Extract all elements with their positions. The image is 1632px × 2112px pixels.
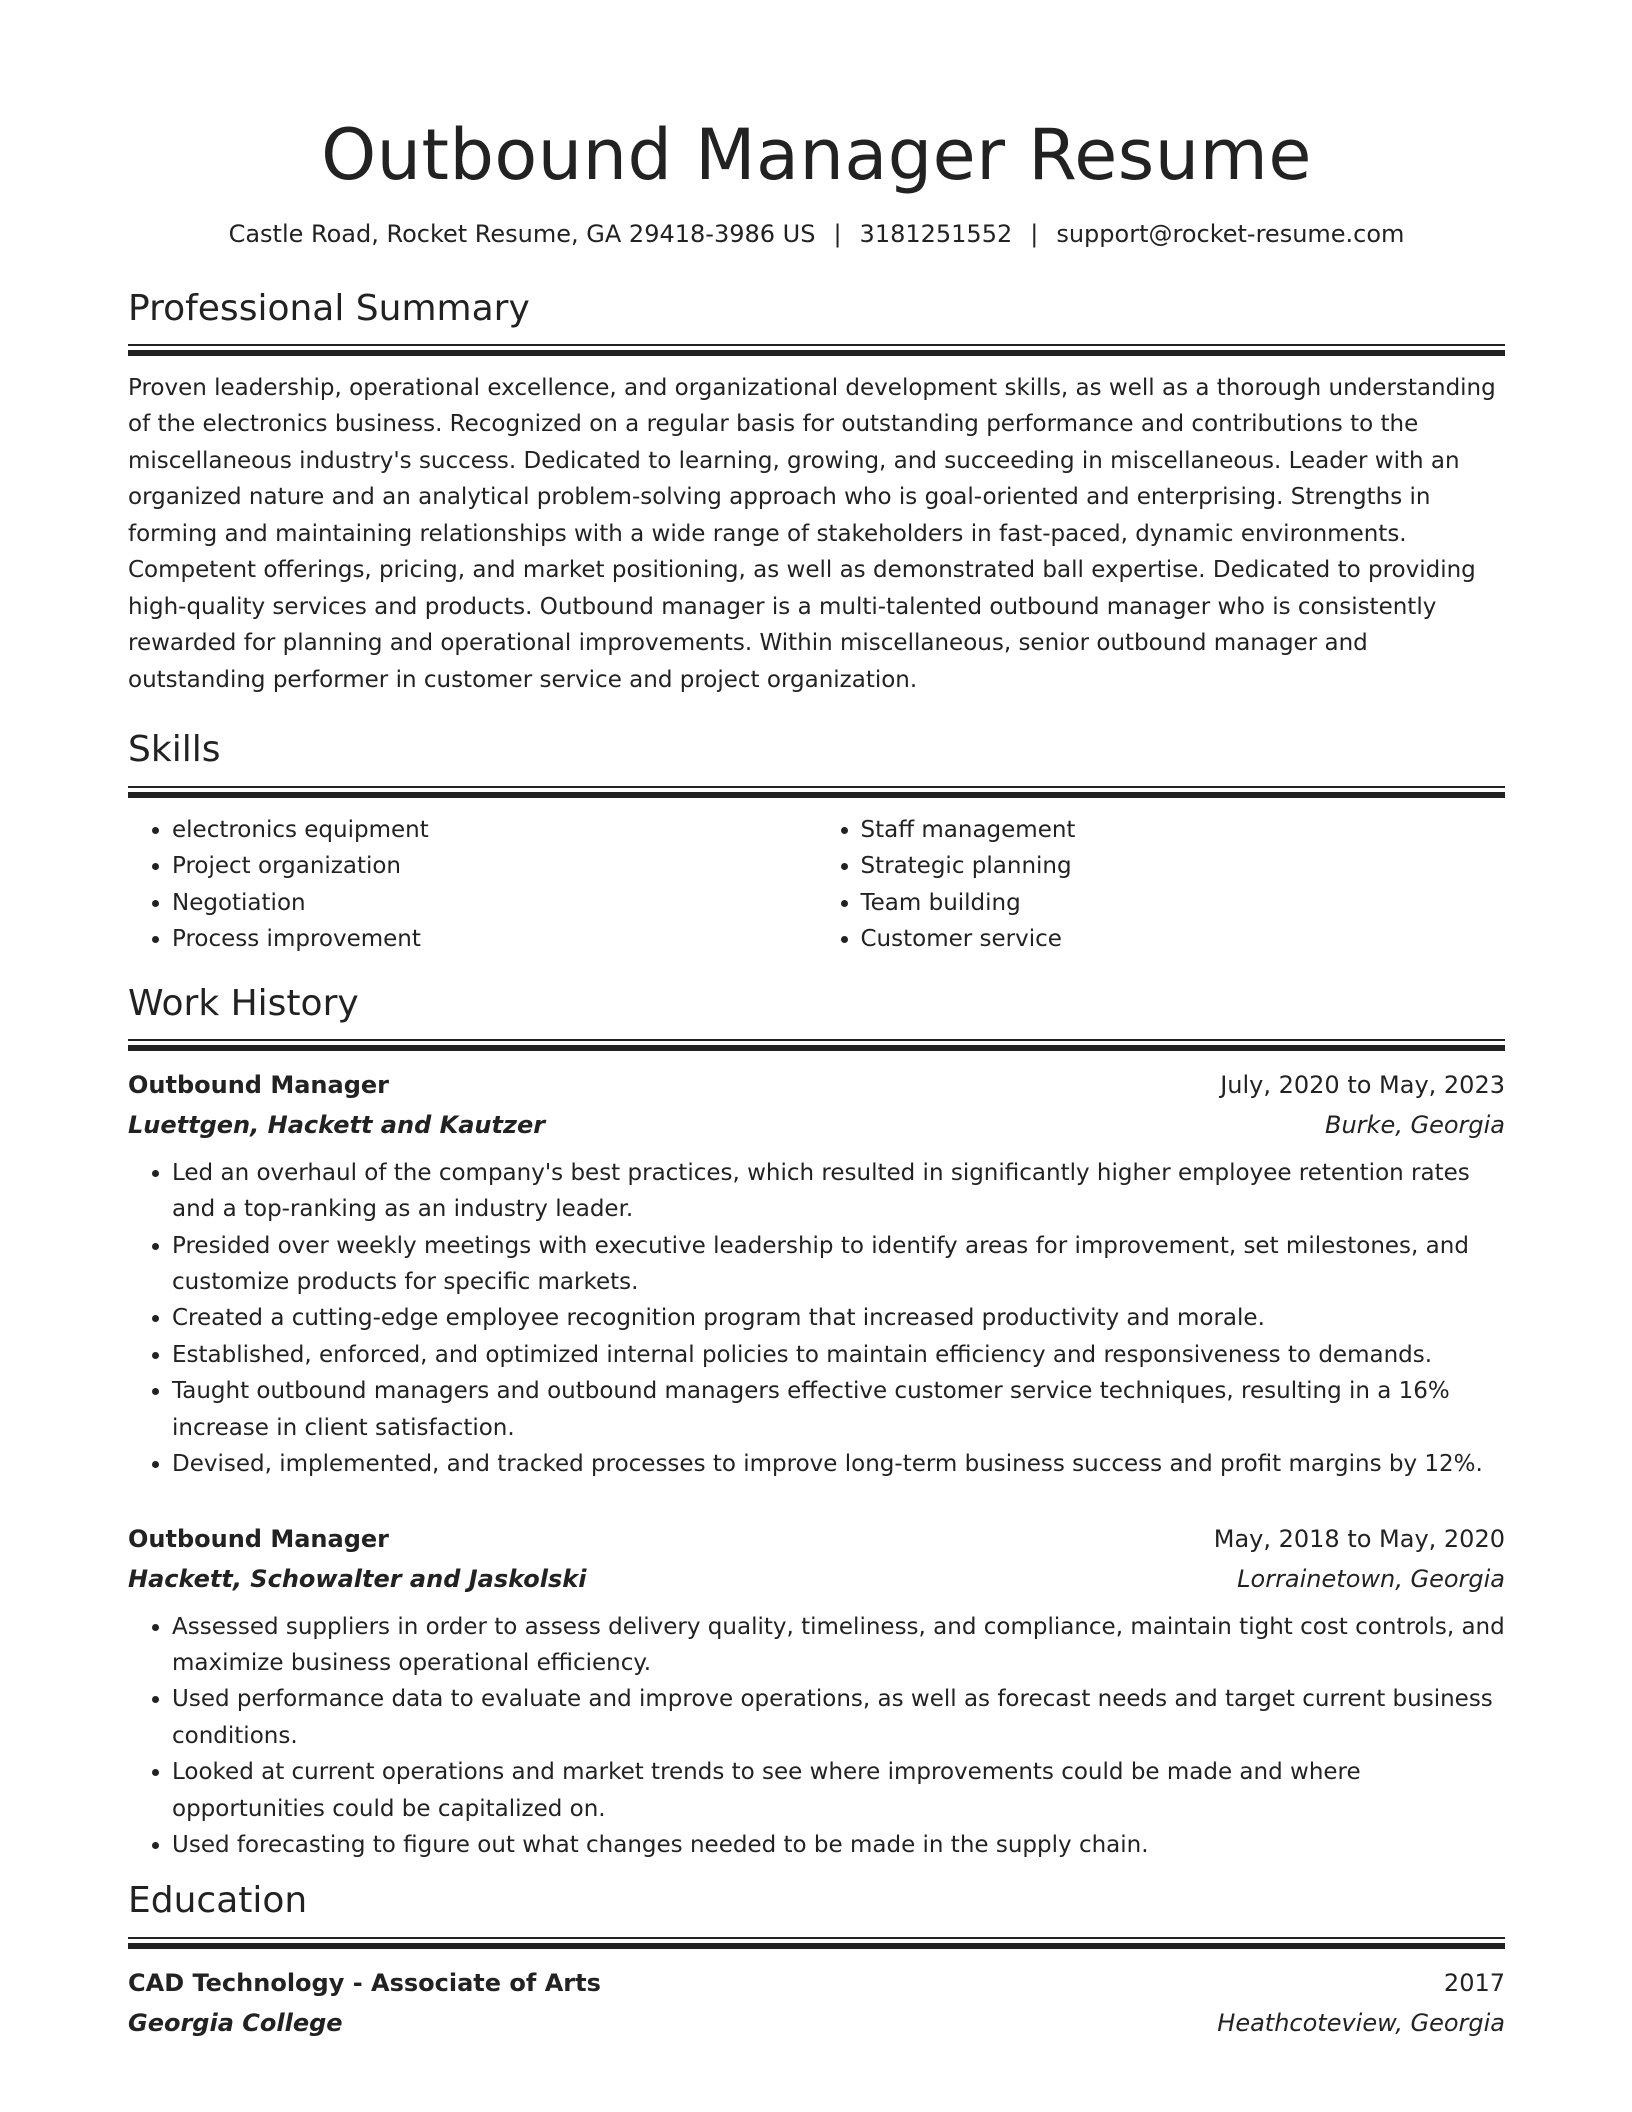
section-divider xyxy=(128,1039,1505,1051)
job-bullet: • Devised, implemented, and tracked processes to improve long-term business success and profit margins by 12%. xyxy=(172,1446,1505,1482)
job-entry xyxy=(128,1065,1505,1483)
education-school: Georgia College xyxy=(128,2008,343,2037)
contact-line xyxy=(128,220,1505,249)
skill-item: • Staff management xyxy=(861,812,1506,849)
work-history-heading: Work History xyxy=(128,982,359,1024)
skill-item: • Project organization xyxy=(172,848,817,885)
section-divider xyxy=(128,786,1505,798)
job-entry xyxy=(128,1519,1505,1864)
section-divider xyxy=(128,1937,1505,1949)
skills-column-right xyxy=(817,812,1506,958)
job-bullet: • Assessed suppliers in order to assess delivery quality, timeliness, and compliance, maintain tight cost controls, and maximize business operational efficiency. xyxy=(172,1609,1505,1682)
job-bullets xyxy=(128,1155,1505,1483)
job-title: Outbound Manager xyxy=(128,1070,389,1099)
job-location: Lorrainetown, Georgia xyxy=(1237,1564,1505,1593)
contact-separator: | xyxy=(1030,220,1039,248)
skills-list xyxy=(128,812,1505,958)
job-company: Hackett, Schowalter and Jaskolski xyxy=(128,1564,587,1593)
job-bullet: • Presided over weekly meetings with executive leadership to identify areas for improvement, set milestones, and customize products for specific markets. xyxy=(172,1228,1505,1301)
contact-email[interactable]: support@rocket-resume.com xyxy=(1056,220,1405,248)
skill-item: • electronics equipment xyxy=(172,812,817,849)
job-bullet: • Established, enforced, and optimized internal policies to maintain efficiency and responsiveness to demands. xyxy=(172,1337,1505,1373)
skills-heading: Skills xyxy=(128,729,221,771)
job-bullet: • Taught outbound managers and outbound managers effective customer service techniques, resulting in a 16% increase in client satisfaction. xyxy=(172,1373,1505,1446)
education-heading: Education xyxy=(128,1880,308,1922)
job-bullet: • Used forecasting to figure out what changes needed to be made in the supply chain. xyxy=(172,1827,1505,1863)
job-dates: July, 2020 to May, 2023 xyxy=(1220,1070,1505,1099)
job-company-row xyxy=(128,1105,1505,1145)
job-dates: May, 2018 to May, 2020 xyxy=(1213,1524,1505,1553)
job-location: Burke, Georgia xyxy=(1325,1110,1505,1139)
contact-address: Castle Road, Rocket Resume, GA 29418-3986 US xyxy=(228,220,816,248)
education-entry xyxy=(128,1963,1505,2043)
skill-item: • Customer service xyxy=(861,921,1506,958)
contact-separator: | xyxy=(833,220,842,248)
job-bullets xyxy=(128,1609,1505,1864)
education-location: Heathcoteview, Georgia xyxy=(1217,2008,1505,2037)
education-year: 2017 xyxy=(1443,1968,1505,1997)
skill-item: • Negotiation xyxy=(172,885,817,922)
job-company-row xyxy=(128,1559,1505,1599)
education-school-row xyxy=(128,2003,1505,2043)
job-bullet: • Looked at current operations and market trends to see where improvements could be made and where opportunities could be capitalized on. xyxy=(172,1754,1505,1827)
job-header xyxy=(128,1065,1505,1105)
job-bullet: • Created a cutting-edge employee recognition program that increased productivity and morale. xyxy=(172,1300,1505,1336)
job-bullet: • Led an overhaul of the company's best practices, which resulted in significantly higher employee retention rates and a top-ranking as an industry leader. xyxy=(172,1155,1505,1228)
job-company: Luettgen, Hackett and Kautzer xyxy=(128,1110,546,1139)
education-degree: CAD Technology - Associate of Arts xyxy=(128,1968,601,1997)
summary-heading: Professional Summary xyxy=(128,287,530,329)
skill-item: • Strategic planning xyxy=(861,848,1506,885)
section-divider xyxy=(128,344,1505,356)
resume-title: Outbound Manager Resume xyxy=(321,114,1312,196)
job-bullet: • Used performance data to evaluate and improve operations, as well as forecast needs and target current business conditions. xyxy=(172,1681,1505,1754)
summary-text: Proven leadership, operational excellence, and organizational development skills, as well as a thorough understanding of the electronics business. Recognized on a regular basis for outstanding performance and contributions to the miscellaneous industry's success. Dedicated to learning, growing, and succeeding in miscellaneous. Leader with an organized nature and an analytical problem-solving approach who is goal-oriented and enterprising. Strengths in forming and maintaining relationships with a wide range of stakeholders in fast-paced, dynamic environments. Competent offerings, pricing, and market positioning, as well as demonstrated ball expertise. Dedicated to providing high-quality services and products. Outbound manager is a multi-talented outbound manager who is consistently rewarded for planning and operational improvements. Within miscellaneous, senior outbound manager and outstanding performer in customer service and project organization. xyxy=(128,374,1496,693)
job-title: Outbound Manager xyxy=(128,1524,389,1553)
skill-item: • Process improvement xyxy=(172,921,817,958)
skills-column-left xyxy=(128,812,817,958)
job-header xyxy=(128,1519,1505,1559)
skill-item: • Team building xyxy=(861,885,1506,922)
contact-phone: 3181251552 xyxy=(859,220,1013,248)
education-header xyxy=(128,1963,1505,2003)
